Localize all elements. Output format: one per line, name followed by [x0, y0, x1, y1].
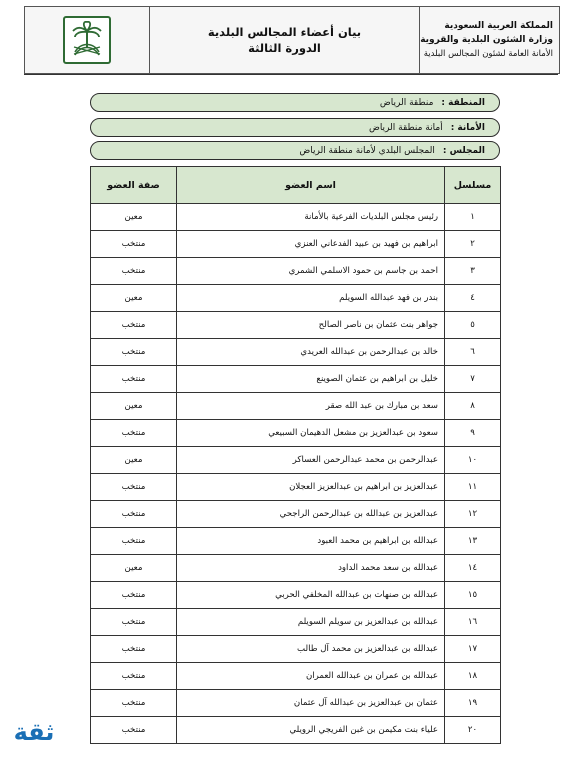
row-member-name: عثمان بن عبدالعزيز بن عبدالله آل عثمان — [177, 690, 445, 717]
table-row — [91, 501, 501, 528]
table-row — [91, 285, 501, 312]
row-member-role: منتخب — [91, 312, 177, 339]
row-member-name: علياء بنت مكيمن بن غبن الفريجي الرويلي — [177, 717, 445, 744]
row-member-name: خالد بن عبدالرحمن بن عبدالله العريدي — [177, 339, 445, 366]
row-serial: ٣ — [445, 258, 501, 285]
session-title: الدورة الثالثة — [248, 41, 321, 55]
table-row — [91, 231, 501, 258]
palm-swords-emblem-icon — [63, 16, 111, 64]
council-pill — [90, 141, 500, 160]
table-row — [91, 717, 501, 744]
members-table — [90, 166, 501, 744]
row-member-role: معين — [91, 555, 177, 582]
row-member-role: معين — [91, 285, 177, 312]
row-member-role: منتخب — [91, 474, 177, 501]
table-row — [91, 204, 501, 231]
watermark-text: ثقة — [13, 718, 55, 746]
row-member-name: عبدالله بن سعد محمد الداود — [177, 555, 445, 582]
header-serial: مسلسل — [445, 167, 501, 204]
table-row — [91, 447, 501, 474]
row-member-role: منتخب — [91, 663, 177, 690]
row-member-name: سعد بن مبارك بن عبد الله صقر — [177, 393, 445, 420]
row-member-role: معين — [91, 447, 177, 474]
row-serial: ٩ — [445, 420, 501, 447]
row-member-role: معين — [91, 393, 177, 420]
table-row — [91, 258, 501, 285]
org-line-3: الأمانة العامة لشئون المجالس البلدية — [423, 49, 553, 59]
logo-block — [25, 7, 149, 73]
row-member-name: احمد بن جاسم بن حمود الاسلمي الشمري — [177, 258, 445, 285]
header-divider — [24, 74, 558, 75]
region-label: المنطقة : — [441, 98, 485, 108]
row-member-name: ابراهيم بن فهيد بن عبيد الفدعاني العنزي — [177, 231, 445, 258]
table-header-row — [91, 167, 501, 204]
table-row — [91, 636, 501, 663]
header-member-name: اسم العضو — [177, 167, 445, 204]
row-serial: ٦ — [445, 339, 501, 366]
row-serial: ١٢ — [445, 501, 501, 528]
ministry-block — [419, 7, 559, 73]
table-row — [91, 474, 501, 501]
row-member-role: منتخب — [91, 582, 177, 609]
table-row — [91, 420, 501, 447]
row-serial: ١١ — [445, 474, 501, 501]
row-serial: ٢ — [445, 231, 501, 258]
row-member-role: منتخب — [91, 231, 177, 258]
row-serial: ١٠ — [445, 447, 501, 474]
row-serial: ١ — [445, 204, 501, 231]
row-serial: ١٤ — [445, 555, 501, 582]
council-value: المجلس البلدي لأمانة منطقة الرياض — [299, 146, 435, 156]
row-member-name: سعود بن عبدالعزيز بن مشعل الدهيمان السبيعي — [177, 420, 445, 447]
region-value: منطقة الرياض — [379, 98, 434, 108]
table-row — [91, 339, 501, 366]
row-member-name: عبدالله بن عمران بن عبدالله العمران — [177, 663, 445, 690]
row-member-name: عبدالله بن عبدالعزيز بن سويلم السويلم — [177, 609, 445, 636]
row-member-name: عبدالعزيز بن عبدالله بن عبدالرحمن الراجحي — [177, 501, 445, 528]
row-serial: ١٧ — [445, 636, 501, 663]
row-serial: ٢٠ — [445, 717, 501, 744]
row-member-name: عبدالعزيز بن ابراهيم بن عبدالعزيز العجلان — [177, 474, 445, 501]
table-row — [91, 393, 501, 420]
org-line-2: وزارة الشئون البلدية والقروية — [420, 35, 553, 45]
row-serial: ١٩ — [445, 690, 501, 717]
row-member-role: منتخب — [91, 717, 177, 744]
amana-label: الأمانة : — [450, 123, 485, 133]
region-pill — [90, 93, 500, 112]
row-member-name: جواهر بنت عثمان بن ناصر الصالح — [177, 312, 445, 339]
row-member-role: منتخب — [91, 366, 177, 393]
row-member-role: منتخب — [91, 609, 177, 636]
table-row — [91, 366, 501, 393]
row-member-role: منتخب — [91, 501, 177, 528]
table-row — [91, 312, 501, 339]
table-row — [91, 690, 501, 717]
row-member-role: منتخب — [91, 636, 177, 663]
row-member-role: منتخب — [91, 528, 177, 555]
row-member-role: منتخب — [91, 339, 177, 366]
row-serial: ١٥ — [445, 582, 501, 609]
document-title: بيان أعضاء المجالس البلدية — [207, 25, 362, 39]
row-member-name: بندر بن فهد عبدالله السويلم — [177, 285, 445, 312]
amana-pill — [90, 118, 500, 137]
document-header — [24, 6, 560, 74]
row-member-role: منتخب — [91, 420, 177, 447]
row-serial: ٤ — [445, 285, 501, 312]
table-row — [91, 528, 501, 555]
row-member-role: منتخب — [91, 258, 177, 285]
row-member-role: منتخب — [91, 690, 177, 717]
title-block — [149, 7, 419, 73]
org-line-1: المملكة العربية السعودية — [444, 21, 553, 31]
row-member-name: عبدالرحمن بن محمد عبدالرحمن العساكر — [177, 447, 445, 474]
row-member-name: عبدالله بن عبدالعزيز بن محمد آل طالب — [177, 636, 445, 663]
header-member-role: صفة العضو — [91, 167, 177, 204]
row-serial: ١٨ — [445, 663, 501, 690]
row-member-name: رئيس مجلس البلديات الفرعية بالأمانة — [177, 204, 445, 231]
row-member-name: عبدالله بن صنهات بن عبدالله المخلفي الحربي — [177, 582, 445, 609]
row-serial: ٨ — [445, 393, 501, 420]
amana-value: أمانة منطقة الرياض — [368, 123, 443, 133]
table-row — [91, 609, 501, 636]
row-serial: ٥ — [445, 312, 501, 339]
row-serial: ١٦ — [445, 609, 501, 636]
row-member-role: معين — [91, 204, 177, 231]
table-row — [91, 582, 501, 609]
row-member-name: خليل بن ابراهيم بن عثمان الصوينع — [177, 366, 445, 393]
row-member-name: عبدالله بن ابراهيم بن محمد العبود — [177, 528, 445, 555]
table-row — [91, 663, 501, 690]
row-serial: ٧ — [445, 366, 501, 393]
row-serial: ١٣ — [445, 528, 501, 555]
table-row — [91, 555, 501, 582]
watermark-logo — [10, 712, 58, 752]
council-label: المجلس : — [442, 146, 485, 156]
